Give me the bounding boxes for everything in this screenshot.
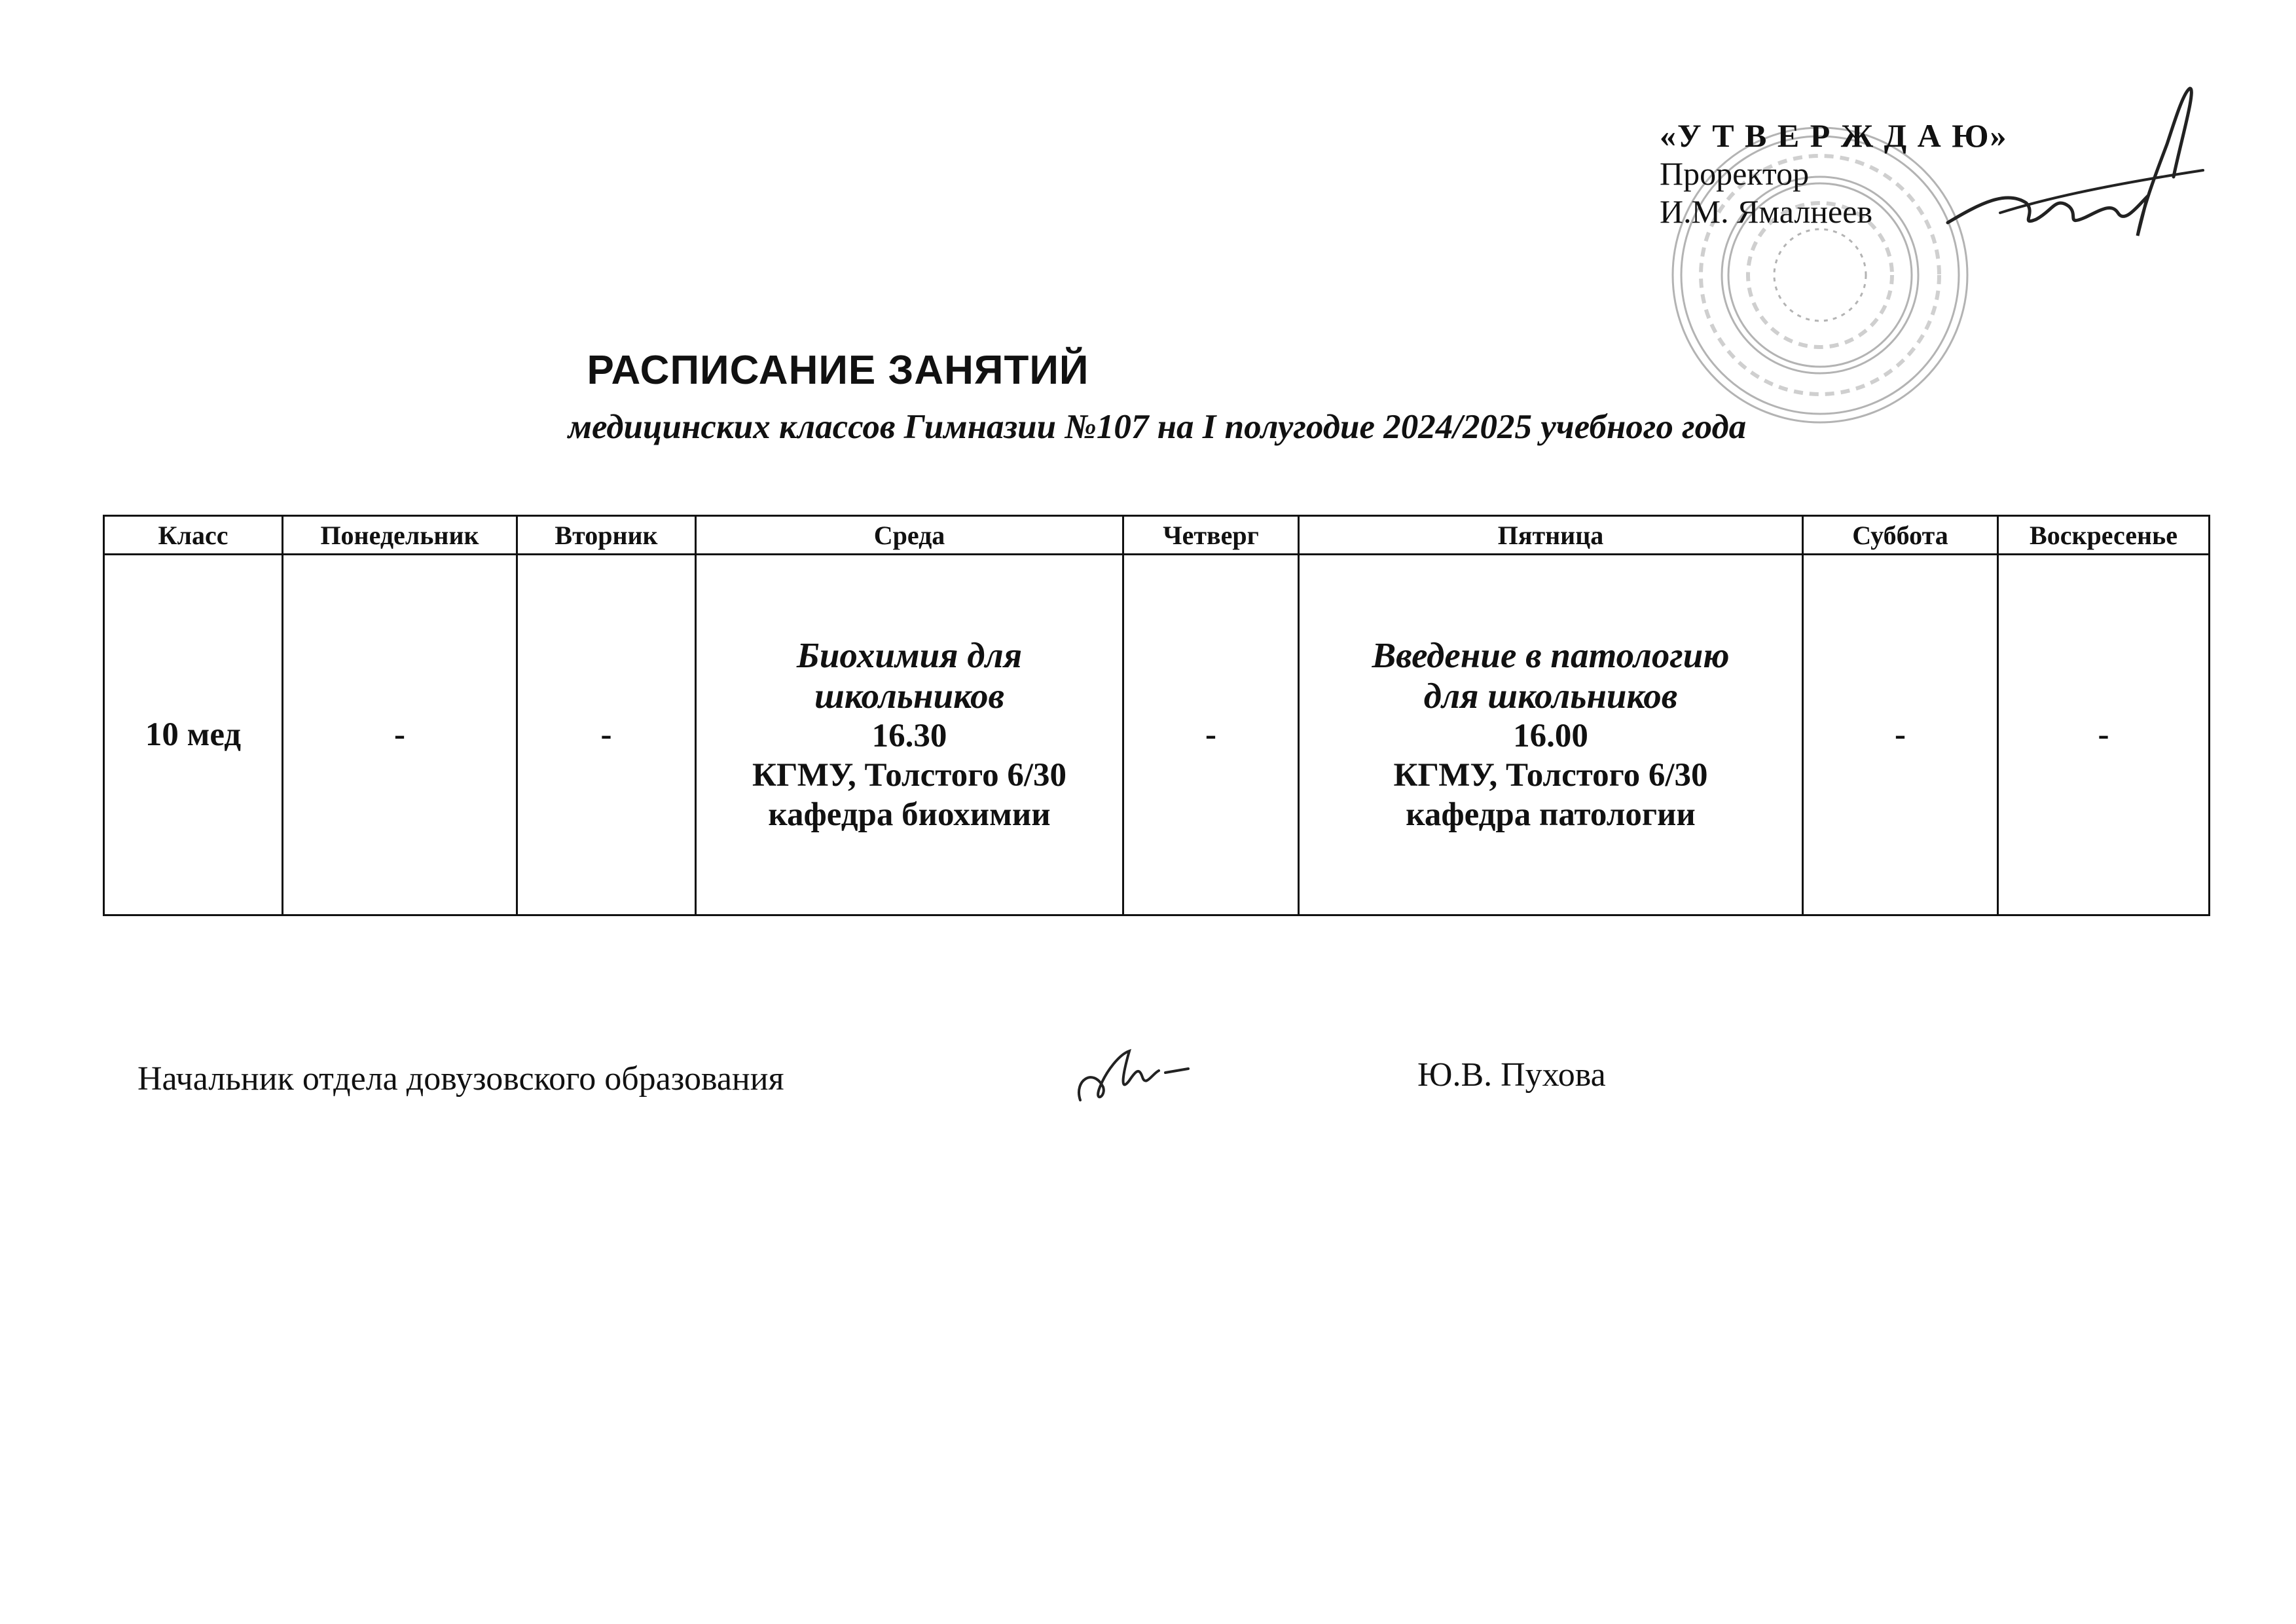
header-wednesday: Среда [696,516,1123,555]
friday-department: кафедра патологии [1406,796,1696,833]
wednesday-department: кафедра биохимии [768,796,1051,833]
friday-subject-line1: Введение в патологию [1372,635,1730,675]
cell-tuesday: - [517,555,696,915]
header-thursday: Четверг [1123,516,1299,555]
footer-name: Ю.В. Пухова [1417,1056,1606,1094]
page-title: РАСПИСАНИЕ ЗАНЯТИЙ [587,348,1089,393]
wednesday-subject-line1: Биохимия для [796,635,1023,675]
wednesday-place: КГМУ, Толстого 6/30 [752,757,1066,794]
cell-monday: - [283,555,517,915]
table-header-row [104,516,2210,555]
approver-position: Проректор [1660,155,1810,192]
table-row [104,555,2210,915]
cell-class: 10 мед [104,555,283,915]
header-friday: Пятница [1299,516,1803,555]
wednesday-subject-line2: школьников [814,676,1005,716]
page-subtitle: медицинских классов Гимназии №107 на I полугодие 2024/2025 учебного года [568,408,1747,446]
schedule-table [103,515,2210,916]
approver-name: И.М. Ямалнеев [1660,193,1873,230]
footer-role: Начальник отдела довузовского образования [137,1060,784,1098]
head-signature [1067,1041,1192,1116]
approval-label: «У Т В Е Р Ж Д А Ю» [1660,117,2008,154]
cell-thursday: - [1123,555,1299,915]
friday-place: КГМУ, Толстого 6/30 [1393,757,1708,794]
header-tuesday: Вторник [517,516,696,555]
approval-block [1660,117,2079,231]
wednesday-time: 16.30 [871,718,947,754]
friday-subject-line2: для школьников [1423,676,1678,716]
cell-saturday: - [1803,555,1998,915]
header-class: Класс [104,516,283,555]
cell-wednesday [696,555,1123,915]
cell-friday [1299,555,1803,915]
header-monday: Понедельник [283,516,517,555]
cell-sunday: - [1998,555,2210,915]
header-saturday: Суббота [1803,516,1998,555]
friday-time: 16.00 [1513,718,1588,754]
header-sunday: Воскресенье [1998,516,2210,555]
